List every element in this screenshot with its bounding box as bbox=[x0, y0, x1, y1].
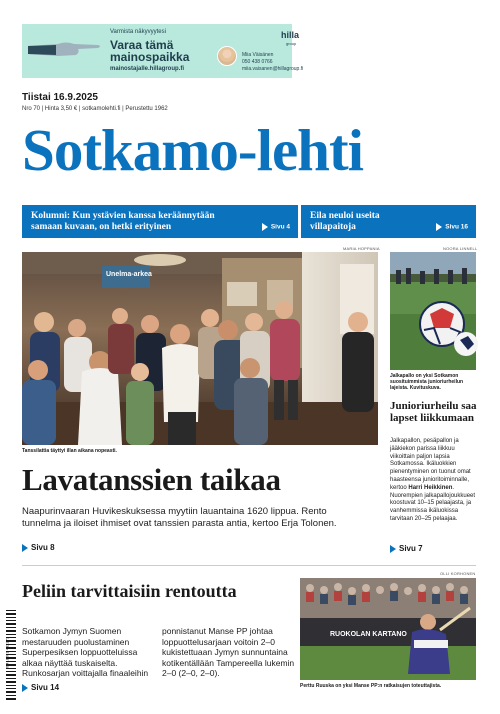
issue-date: Tiistai 16.9.2025 bbox=[22, 92, 98, 103]
pointing-hand-icon bbox=[28, 38, 102, 60]
pesapallo-illustration bbox=[300, 578, 476, 680]
bottom-photo-caption: Perttu Ruuska on yksi Manse PP:n ratkaisujen toteuttajista. bbox=[300, 683, 442, 689]
ad-tagline: Varmista näkyvyytesi bbox=[110, 29, 166, 35]
ad-contact-name: Miia Väisänen bbox=[242, 52, 274, 58]
hall-sign-text: Unelma-arkea bbox=[106, 271, 152, 278]
football-illustration bbox=[390, 252, 476, 370]
newspaper-title: Sotkamo-lehti bbox=[22, 117, 363, 183]
bottom-column-1: Sotkamon Jymyn Suomen mestaruuden puolustaminen Superpesiksen loppuotteluissa alkaa näyttää tuskaiselta. Runkosarjan voittajalla finaaleihin bbox=[22, 626, 149, 678]
triangle-right-icon bbox=[390, 545, 396, 553]
main-lede: Naapurinvaaran Huvikeskuksessa myytiin lauantaina 1620 lippua. Rento tunnelma ja iloiset ihmiset ovat tanssien parasta antia, kertoo Erja Tolonen. bbox=[22, 506, 337, 529]
main-story-link[interactable]: Sivu 8 bbox=[22, 543, 55, 552]
main-headline[interactable]: Lavatanssien taikaa bbox=[22, 462, 281, 497]
issue-meta: Nro 70 | Hinta 3,50 € | sotkamolehti.fi | Perustettu 1962 bbox=[22, 106, 168, 112]
main-photo-dancers[interactable] bbox=[22, 252, 378, 445]
ad-contact bbox=[242, 52, 303, 73]
photo-credit-main: MARIA HOPPANIA bbox=[343, 246, 380, 251]
photo-credit-side: NOORA LINNELL bbox=[443, 246, 478, 251]
teaser-column[interactable] bbox=[22, 205, 298, 238]
side-photo-caption: Jalkapallo on yksi Sotkamon suosituimmista junioriurheilun lajeista. Kuvituskuva. bbox=[390, 373, 464, 391]
ad-headline: Varaa tämä mainospaikka bbox=[110, 38, 190, 64]
triangle-right-icon bbox=[22, 544, 28, 552]
teaser-eila-text: Eila neuloi useita villapaitoja bbox=[310, 211, 380, 232]
bottom-photo-pesapallo[interactable] bbox=[300, 578, 476, 680]
section-divider bbox=[22, 565, 476, 566]
teaser-column-link[interactable]: Sivu 4 bbox=[262, 223, 290, 231]
ad-contact-avatar bbox=[217, 46, 237, 66]
dance-hall-illustration bbox=[22, 252, 378, 445]
triangle-right-icon bbox=[22, 684, 28, 692]
bottom-story-link[interactable]: Sivu 14 bbox=[22, 683, 59, 692]
ad-url[interactable]: mainostajalle.hillagroup.fi bbox=[110, 66, 185, 72]
side-body: Jalkapallon, pesäpallon ja jääkiekon parissa liikkuu viikoittain paljon lapsia Sotkamossa. Ikäluokkien pienentyminen on tuonut omat haasteensa junioritoiminnalle, kertoo Harri Heikkinen. Nuorempien jalkapallojoukkueet koostuvat 10–15 pelaajasta, ja vanhemmissa ikäluokissa tarvitaan 20–25 pelaajaa. bbox=[390, 438, 476, 522]
triangle-right-icon bbox=[262, 223, 268, 231]
ad-banner[interactable] bbox=[22, 24, 304, 78]
bottom-column-2: ponnistanut Manse PP johtaa loppuottelusarjaan voitoin 2–0 kukistettuaan Jymyn sunnuntaina kotikentällään Tampereella lukemin 2–0 (2–0, 2–0). bbox=[162, 626, 295, 678]
hilla-logo: hilla bbox=[281, 30, 300, 40]
side-body-name: Harri Heikkinen bbox=[408, 484, 453, 491]
teaser-eila-link[interactable]: Sivu 16 bbox=[436, 223, 468, 231]
photo-credit-bottom: OLLI KORHONEN bbox=[440, 571, 476, 576]
teaser-column-text: Kolumni: Kun ystävien kanssa keräännytään samaan kuvaan, on hetki erityinen bbox=[31, 211, 215, 232]
teaser-eila[interactable] bbox=[301, 205, 476, 238]
bottom-headline[interactable]: Peliin tarvittaisiin rentoutta bbox=[22, 581, 237, 601]
ad-contact-email: miia.vaisanen@hillagroup.fi bbox=[242, 66, 304, 72]
triangle-right-icon bbox=[436, 223, 442, 231]
main-photo-caption: Tanssilattia täyttyi illan aikana nopeasti. bbox=[22, 448, 117, 454]
hilla-logo-sub: group bbox=[286, 41, 297, 46]
side-headline[interactable]: Junioriurheilu saa lapset liikkumaan bbox=[390, 400, 477, 424]
barcode-number: 6 418661 432373 bbox=[4, 636, 10, 669]
ad-contact-phone: 050 438 0766 bbox=[242, 59, 273, 65]
side-photo-football[interactable] bbox=[390, 252, 476, 370]
side-story-link[interactable]: Sivu 7 bbox=[390, 544, 423, 553]
stadium-sign-text: RUOKOLAN KARTANO bbox=[330, 631, 407, 638]
